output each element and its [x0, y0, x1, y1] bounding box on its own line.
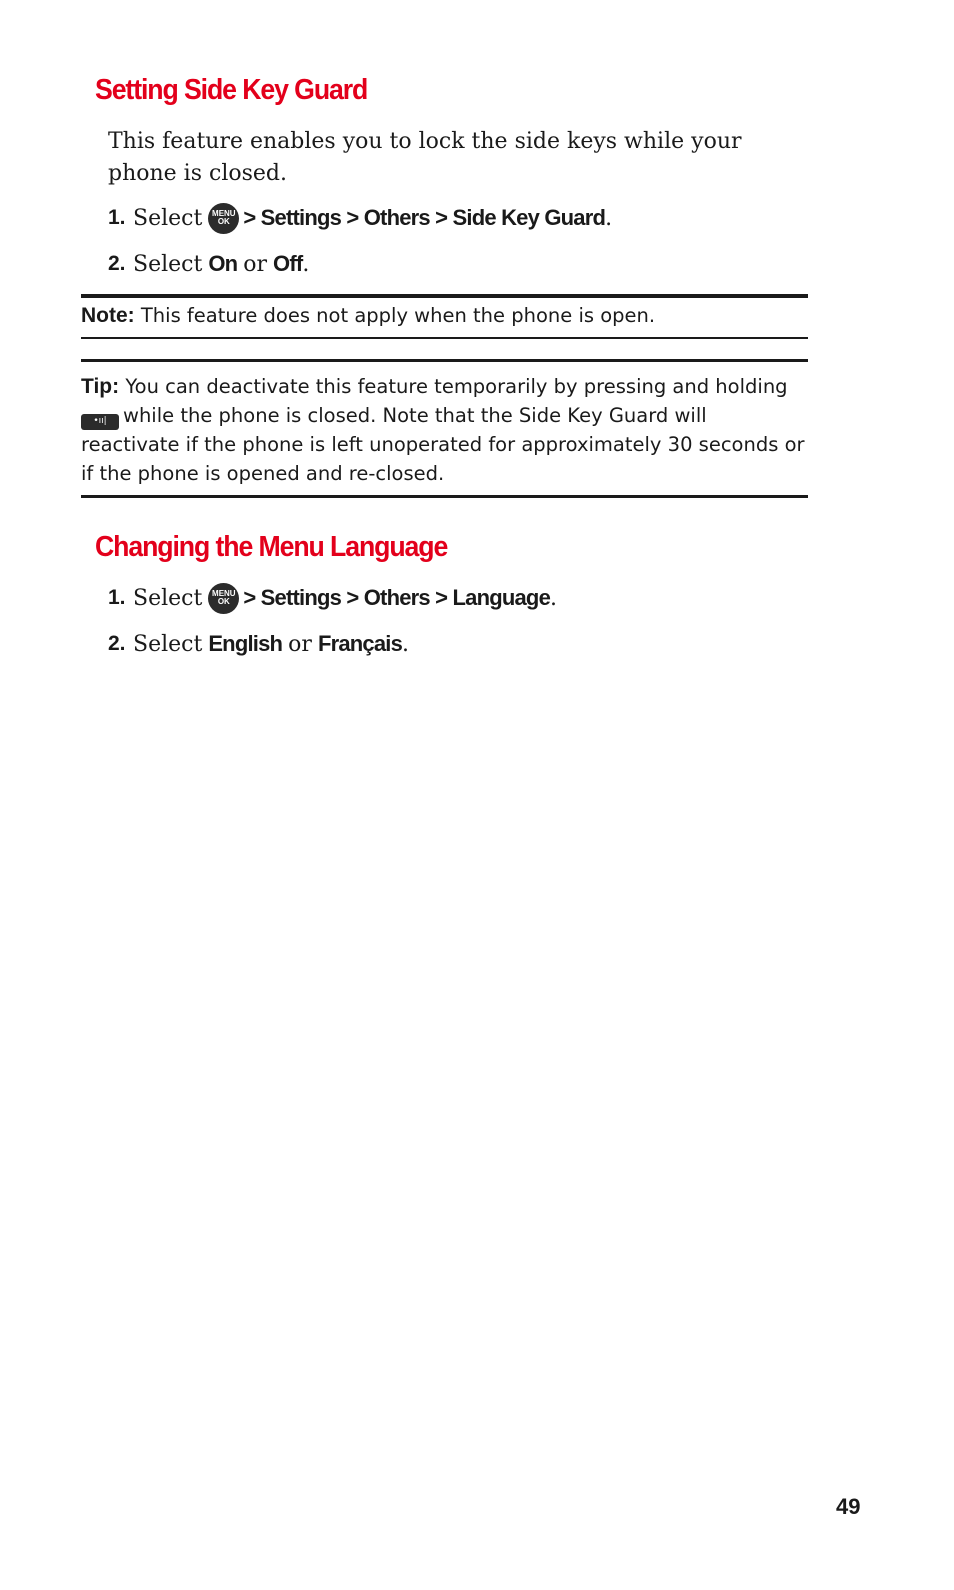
menu-key-label-bottom: OK: [217, 597, 230, 606]
section-title-menu-language: Changing the Menu Language: [95, 531, 448, 563]
step-period: .: [402, 631, 410, 657]
menu-path: > Settings > Others > Side Key Guard: [243, 205, 606, 230]
menu-language-step-2: [108, 628, 409, 660]
menu-ok-key-icon: [208, 203, 239, 234]
note-top-rule: [81, 294, 808, 298]
menu-language-step-1: [108, 582, 557, 614]
option-francais: Français: [317, 631, 403, 656]
tip-label: Tip:: [81, 375, 120, 398]
menu-path: > Settings > Others > Language: [243, 585, 551, 610]
menu-key-label-top: MENU: [212, 209, 236, 218]
side-key-guard-step-2: [108, 248, 309, 280]
side-key-guard-step-1: [108, 202, 612, 234]
page-number: 49: [836, 1494, 861, 1519]
menu-key-label-top: MENU: [212, 589, 236, 598]
step-select-word: Select: [133, 585, 203, 611]
step-period: .: [605, 205, 613, 231]
menu-key-label-bottom: OK: [217, 217, 230, 226]
step-number: 2.: [108, 252, 126, 275]
tip-top-rule: [81, 359, 808, 362]
tip-bottom-rule: [81, 495, 808, 498]
step-or-word: or: [288, 631, 312, 657]
step-number: 1.: [108, 586, 126, 609]
note-bottom-rule: [81, 337, 808, 339]
step-select-word: Select: [133, 631, 203, 657]
step-select-word: Select: [133, 205, 203, 231]
note-box: [81, 301, 808, 330]
note-label: Note:: [81, 304, 135, 327]
option-off: Off: [273, 251, 303, 276]
step-or-word: or: [243, 251, 268, 277]
tip-text-part1: You can deactivate this feature temporarily by pressing and holding: [125, 375, 788, 398]
tip-box: [81, 372, 808, 488]
note-text: This feature does not apply when the phone is open.: [140, 304, 656, 327]
step-period: .: [550, 585, 558, 611]
step-number: 1.: [108, 206, 126, 229]
menu-ok-key-icon: [208, 583, 239, 614]
option-on: On: [208, 251, 238, 276]
option-english: English: [208, 631, 283, 656]
step-select-word: Select: [133, 251, 203, 277]
step-number: 2.: [108, 632, 126, 655]
step-period: .: [302, 251, 310, 277]
side-key-guard-intro: This feature enables you to lock the side keys while your phone is closed.: [108, 129, 742, 186]
tip-text-part2: while the phone is closed. Note that the Side Key Guard will reactivate if the phone is left unoperated for approximately 30 seconds or if the phone is opened and re-closed.: [81, 404, 805, 485]
side-key-icon: •ıı|: [81, 414, 119, 430]
section-title-side-key-guard: Setting Side Key Guard: [95, 74, 368, 106]
